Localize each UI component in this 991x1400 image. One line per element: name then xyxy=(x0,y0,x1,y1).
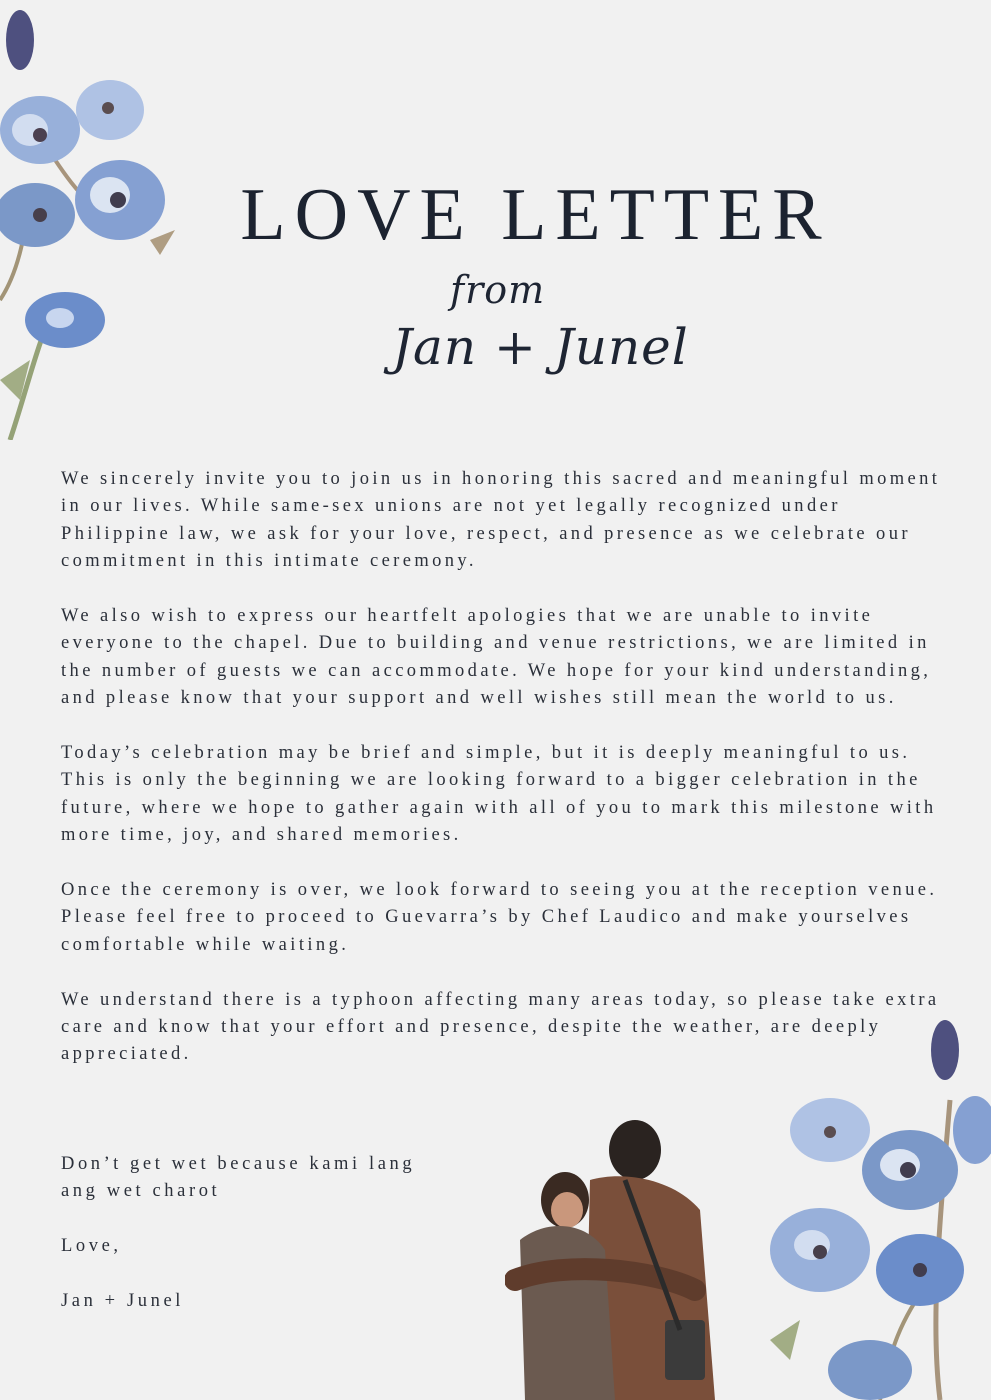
signature: Jan + Junel xyxy=(61,1291,184,1311)
paragraph-typhoon: We understand there is a typhoon affecting many areas today, so please take extra care and know that your effort and presence, despite the weather, are deeply appreciated. xyxy=(61,989,940,1065)
letter-title: LOVE LETTER xyxy=(240,174,831,256)
closing-note: Don’t get wet because kami lang ang wet charot xyxy=(61,1154,416,1202)
letter-closing xyxy=(61,1151,481,1343)
couple-names-script: Jan + Junel xyxy=(392,318,689,376)
paragraph-reception: Once the ceremony is over, we look forward to seeing you at the reception venue. Please feel free to proceed to Guevarra’s by Chef Laudico and make yourselves comfortable while waiting. xyxy=(61,880,938,955)
letter-body xyxy=(61,466,941,1096)
paragraph-celebration: Today’s celebration may be brief and simple, but it is deeply meaningful to us. This is only the beginning we are looking forward to a bigger celebration in the future, where we hope to gather again with all of you to mark this milestone with more time, joy, and shared memories. xyxy=(61,743,937,846)
paragraph-invitation: We sincerely invite you to join us in honoring this sacred and meaningful moment in our lives. While same-sex unions are not yet legally recognized under Philippine law, we ask for your love, respect, and presence as we celebrate our commitment in this intimate ceremony. xyxy=(61,469,941,572)
paragraph-apology: We also wish to express our heartfelt apologies that we are unable to invite everyone to the chapel. Due to building and venue restrictions, we are limited in the number of guests we can accommodate. We hope for your kind understanding, and please know that your support and well wishes still mean the world to us. xyxy=(61,606,932,709)
from-script-text: from xyxy=(450,268,546,312)
signoff: Love, xyxy=(61,1236,122,1257)
couple-photo xyxy=(505,1120,735,1400)
